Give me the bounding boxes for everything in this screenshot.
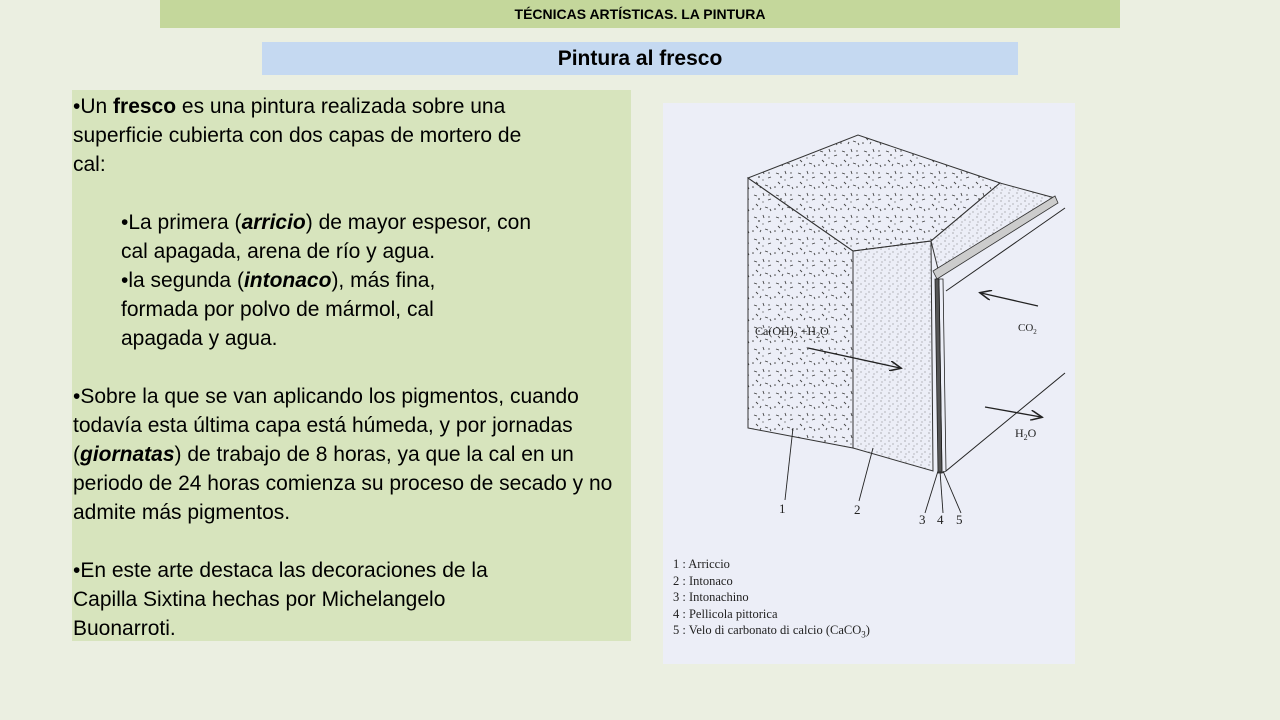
slide-title: Pintura al fresco <box>557 46 723 70</box>
leader-line-3 <box>925 471 938 513</box>
leader-line-1 <box>785 428 793 500</box>
legend-item-2: 2 : Intonaco <box>673 573 733 588</box>
legend-item-5-close: ) <box>865 623 870 637</box>
diagram-legend <box>673 556 870 643</box>
spacer <box>73 527 631 556</box>
layer-number-4: 4 <box>937 512 944 527</box>
arricio-text-after: ) de mayor espesor, con cal apagada, arena de río y agua. <box>121 211 532 263</box>
section-header-bar <box>160 0 1120 28</box>
arricio-text-before: •La primera ( <box>121 211 242 234</box>
intonaco-front-face <box>853 241 933 471</box>
sub-bullet-intonaco <box>73 266 501 353</box>
leader-line-4 <box>940 471 943 513</box>
pigments-text-after: ) de trabajo de 8 horas, ya que la cal en un periodo de 24 horas comienza su proceso de secado y no admite más pigmentos. <box>73 443 613 524</box>
pigments-paragraph <box>73 382 623 527</box>
content-text-box <box>72 90 631 641</box>
caoh2-label: $Ca(OH)_2 +H_2O$ <box>755 324 829 340</box>
sub-bullet-arricio <box>73 208 551 266</box>
pictorial-film-layer <box>935 279 942 473</box>
fresco-term: fresco <box>113 95 177 118</box>
intonaco-term: intonaco <box>243 269 332 292</box>
layer-number-2: 2 <box>854 502 861 517</box>
section-header-title: TÉCNICAS ARTÍSTICAS. LA PINTURA <box>514 6 766 22</box>
intro-paragraph <box>73 92 543 179</box>
intonaco-text-before: •la segunda ( <box>121 269 244 292</box>
legend-item-3: 3 : Intonachino <box>673 590 749 604</box>
spacer <box>73 179 631 208</box>
leader-line-2 <box>859 448 873 501</box>
legend-item-5-subscript: 3 <box>861 629 866 640</box>
legend-item-1: 1 : Arriccio <box>673 557 730 571</box>
wall-edge-line <box>946 373 1065 471</box>
fresco-layers-diagram <box>663 103 1075 664</box>
slide-title-bar <box>262 42 1018 75</box>
legend-item-5 <box>673 622 870 643</box>
leader-line-5 <box>943 471 961 513</box>
co2-label: $CO_2$ <box>1018 322 1037 336</box>
legend-item-4: 4 : Pellicola pittorica <box>673 606 778 621</box>
layer-number-1: 1 <box>779 501 786 516</box>
co2-arrow <box>981 293 1038 306</box>
wall-cross-section-drawing <box>663 103 1075 553</box>
intro-text: es una pintura realizada sobre una superficie cubierta con dos capas de mortero de cal: <box>73 95 522 176</box>
arricio-term: arricio <box>241 211 306 234</box>
layer-number-3: 3 <box>919 512 926 527</box>
h2o-label: $H_2O$ <box>1015 426 1037 442</box>
legend-item-5-text: 5 : Velo di carbonato di calcio (CaCO <box>673 623 862 637</box>
layer-number-5: 5 <box>956 512 963 527</box>
intro-bullet: •Un <box>73 95 114 118</box>
giornatas-term: giornatas <box>80 443 175 466</box>
intonaco-text-after: ), más fina, formada por polvo de mármol, cal apagada y agua. <box>121 269 436 350</box>
pigments-text-before: •Sobre la que se van aplicando los pigmentos, cuando todavía esta última capa está húmeda, y por jornadas ( <box>73 385 579 466</box>
sixtine-paragraph: •En este arte destaca las decoraciones de la Capilla Sixtina hechas por Michelangelo Buonarroti. <box>73 559 488 640</box>
spacer <box>73 353 631 382</box>
